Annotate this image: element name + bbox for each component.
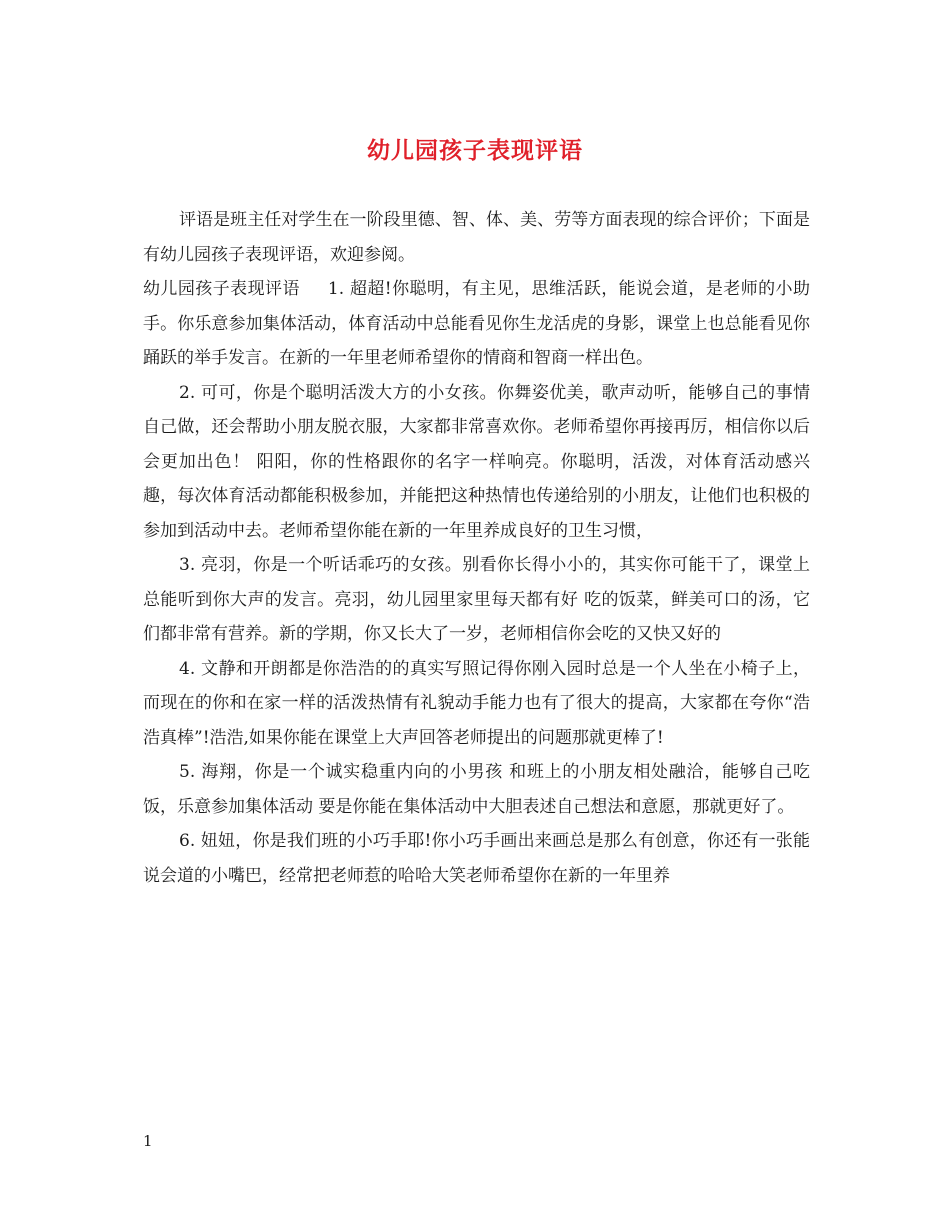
comment-item-1: 1. 超超!你聪明，有主见，思维活跃，能说会道，是老师的小助手。你乐意参加集体活动，体育活动中总能看见你生龙活虎的身影，课堂上也总能看见你踊跃的举手发言。在新的一年里老师希望你的情商和智商一样出色。 [143,279,810,368]
first-item-paragraph [143,272,810,376]
intro-paragraph: 评语是班主任对学生在一阶段里德、智、体、美、劳等方面表现的综合评价；下面是有幼儿园孩子表现评语，欢迎参阅。 [143,210,810,265]
page-number: 1 [143,1132,153,1150]
comment-item-4: 4. 文静和开朗都是你浩浩的的真实写照记得你刚入园时总是一个人坐在小椅子上，而现在的你和在家一样的活泼热情有礼貌动手能力也有了很大的提高，大家都在夸你“浩浩真棒”!浩浩,如果你能在课堂上大声回答老师提出的问题那就更棒了! [143,658,810,748]
section-label: 幼儿园孩子表现评语 [143,279,300,299]
comment-item-6: 6. 妞妞，你是我们班的小巧手耶!你小巧手画出来画总是那么有创意，你还有一张能说会道的小嘴巴，经常把老师惹的哈哈大笑老师希望你在新的一年里养 [143,831,810,886]
document-body [143,203,810,893]
comment-item-5: 5. 海翔，你是一个诚实稳重内向的小男孩 和班上的小朋友相处融洽，能够自己吃饭，乐意参加集体活动 要是你能在集体活动中大胆表述自己想法和意愿，那就更好了。 [143,762,810,817]
document-title: 幼儿园孩子表现评语 [367,137,583,164]
comment-item-2: 2. 可可，你是个聪明活泼大方的小女孩。你舞姿优美，歌声动听，能够自己的事情自己做，还会帮助小朋友脱衣服，大家都非常喜欢你。老师希望你再接再厉，相信你以后会更加出色！ 阳阳，你的性格跟你的名字一样响亮。你聪明，活泼，对体育活动感兴趣，每次体育活动都能积极参加，并能把这种热情也传递给别的小朋友，让他们也积极的参加到活动中去。老师希望你能在新的一年里养成良好的卫生习惯， [143,382,810,541]
comment-item-3: 3. 亮羽，你是一个听话乖巧的女孩。别看你长得小小的，其实你可能干了，课堂上总能听到你大声的发言。亮羽，幼儿园里家里每天都有好 吃的饭菜，鲜美可口的汤，它们都非常有营养。新的学期，你又长大了一岁，老师相信你会吃的又快又好的 [143,555,810,644]
